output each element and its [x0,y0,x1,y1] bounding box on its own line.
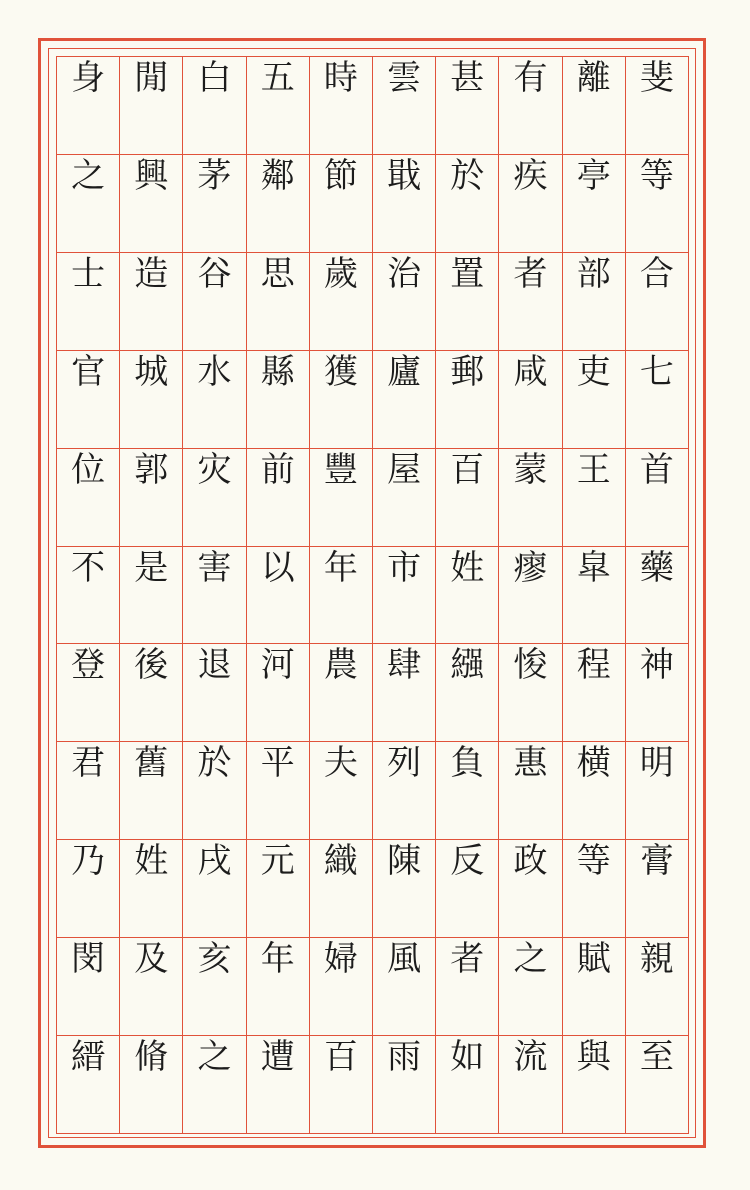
grid-cell: 登 [57,644,120,742]
grid-cell: 横 [563,742,626,840]
grid-cell: 姓 [436,547,499,645]
grid-cell: 造 [120,253,183,351]
grid-cell: 屋 [373,449,436,547]
grid-cell: 咸 [499,351,562,449]
grid-cell: 部 [563,253,626,351]
grid-cell: 年 [247,938,310,1036]
grid-cell: 位 [57,449,120,547]
grid-cell: 等 [626,155,689,253]
grid-cell: 陳 [373,840,436,938]
grid-cell: 於 [183,742,246,840]
grid-cell: 亥 [183,938,246,1036]
grid-cell: 神 [626,644,689,742]
grid-cell: 於 [436,155,499,253]
grid-cell: 害 [183,547,246,645]
grid-cell: 谷 [183,253,246,351]
grid-cell: 興 [120,155,183,253]
grid-cell: 農 [310,644,373,742]
grid-cell: 城 [120,351,183,449]
grid-cell: 思 [247,253,310,351]
grid-cell: 以 [247,547,310,645]
grid-cell: 白 [183,57,246,155]
grid-cell: 獲 [310,351,373,449]
grid-cell: 戢 [373,155,436,253]
grid-cell: 惠 [499,742,562,840]
grid-cell: 退 [183,644,246,742]
grid-cell: 等 [563,840,626,938]
grid-cell: 悛 [499,644,562,742]
grid-cell: 乃 [57,840,120,938]
grid-cell: 廬 [373,351,436,449]
grid-cell: 賦 [563,938,626,1036]
grid-cell: 平 [247,742,310,840]
grid-cell: 雲 [373,57,436,155]
grid-cell: 藥 [626,547,689,645]
grid-cell: 之 [183,1036,246,1134]
grid-cell: 水 [183,351,246,449]
grid-cell: 縉 [57,1036,120,1134]
grid-cell: 甚 [436,57,499,155]
grid-cell: 縣 [247,351,310,449]
grid-cell: 反 [436,840,499,938]
grid-cell: 前 [247,449,310,547]
grid-cell: 置 [436,253,499,351]
grid-cell: 身 [57,57,120,155]
grid-cell: 茅 [183,155,246,253]
grid-cell: 河 [247,644,310,742]
grid-cell: 百 [436,449,499,547]
grid-cell: 負 [436,742,499,840]
grid-cell: 膏 [626,840,689,938]
grid-cell: 市 [373,547,436,645]
grid-cell: 斐 [626,57,689,155]
grid-cell: 織 [310,840,373,938]
grid-cell: 吏 [563,351,626,449]
grid-cell: 與 [563,1036,626,1134]
grid-cell: 七 [626,351,689,449]
grid-cell: 疾 [499,155,562,253]
character-grid [56,56,689,1134]
grid-cell: 脩 [120,1036,183,1134]
grid-cell: 明 [626,742,689,840]
grid-cell: 列 [373,742,436,840]
grid-cell: 舊 [120,742,183,840]
grid-cell: 者 [499,253,562,351]
grid-cell: 程 [563,644,626,742]
grid-cell: 及 [120,938,183,1036]
grid-cell: 之 [499,938,562,1036]
grid-cell: 士 [57,253,120,351]
grid-cell: 如 [436,1036,499,1134]
grid-cell: 君 [57,742,120,840]
grid-cell: 灾 [183,449,246,547]
grid-cell: 瘳 [499,547,562,645]
grid-cell: 郵 [436,351,499,449]
grid-cell: 離 [563,57,626,155]
grid-cell: 鄰 [247,155,310,253]
grid-cell: 後 [120,644,183,742]
grid-cell: 首 [626,449,689,547]
grid-cell: 是 [120,547,183,645]
grid-cell: 治 [373,253,436,351]
grid-cell: 郭 [120,449,183,547]
grid-cell: 流 [499,1036,562,1134]
grid-cell: 合 [626,253,689,351]
grid-cell: 元 [247,840,310,938]
grid-cell: 豐 [310,449,373,547]
grid-cell: 歲 [310,253,373,351]
grid-cell: 至 [626,1036,689,1134]
grid-cell: 閒 [120,57,183,155]
grid-cell: 不 [57,547,120,645]
grid-cell: 雨 [373,1036,436,1134]
grid-cell: 閔 [57,938,120,1036]
grid-cell: 戌 [183,840,246,938]
grid-cell: 五 [247,57,310,155]
grid-cell: 姓 [120,840,183,938]
grid-cell: 官 [57,351,120,449]
grid-cell: 百 [310,1036,373,1134]
grid-cell: 有 [499,57,562,155]
grid-cell: 親 [626,938,689,1036]
grid-cell: 蒙 [499,449,562,547]
grid-cell: 節 [310,155,373,253]
grid-cell: 遭 [247,1036,310,1134]
grid-cell: 繦 [436,644,499,742]
grid-cell: 肆 [373,644,436,742]
grid-cell: 王 [563,449,626,547]
grid-cell: 婦 [310,938,373,1036]
grid-cell: 風 [373,938,436,1036]
grid-cell: 年 [310,547,373,645]
grid-cell: 時 [310,57,373,155]
grid-cell: 皐 [563,547,626,645]
grid-cell: 夫 [310,742,373,840]
grid-cell: 亭 [563,155,626,253]
grid-cell: 政 [499,840,562,938]
grid-cell: 者 [436,938,499,1036]
grid-cell: 之 [57,155,120,253]
